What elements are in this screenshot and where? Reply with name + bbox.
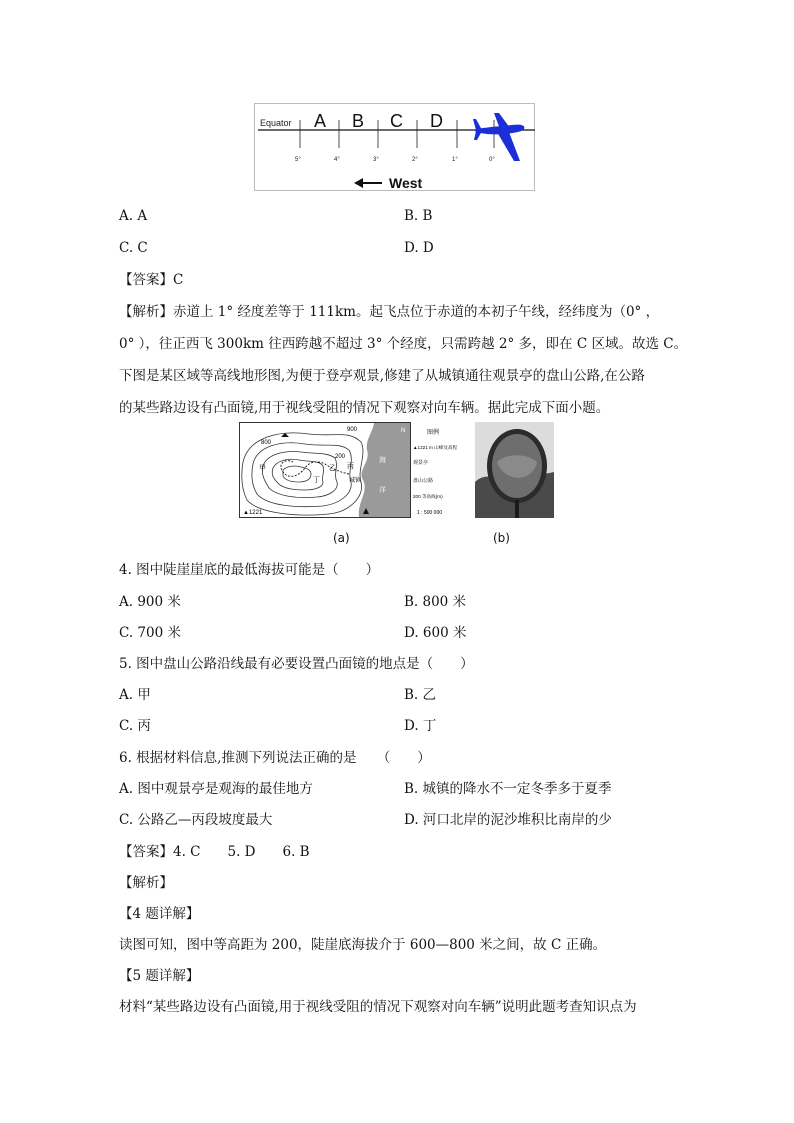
- q3-option-c: C. C: [119, 240, 148, 256]
- caption-b: (b): [493, 531, 510, 545]
- q4-detail-text: 读图可知，图中等高距为 200，陡崖底海拔介于 600—800 米之间，故 C 正确。: [119, 937, 607, 953]
- region-letter-c: C: [390, 111, 403, 131]
- q3-option-b: B. B: [404, 208, 433, 224]
- map-label-ding: 丁: [313, 477, 320, 484]
- legend-pavilion: 观景亭: [413, 460, 429, 466]
- q5-option-a: A. 甲: [119, 687, 151, 703]
- map-label-ocean: 洋: [379, 487, 386, 494]
- contour-label-900: 900: [347, 427, 358, 433]
- analysis-text: 赤道上 1° 经度差等于 111km。起飞点位于赤道的本初子午线，经纬度为（0° ，: [173, 304, 660, 320]
- q4-detail-title: 【4 题详解】: [119, 906, 200, 922]
- q4-option-d: D. 600 米: [404, 625, 467, 641]
- q5-detail-title: 【5 题详解】: [119, 968, 200, 984]
- west-label: West: [389, 175, 423, 191]
- degree-label: 2°: [412, 157, 418, 163]
- equator-diagram-svg: [254, 103, 535, 191]
- region-letter-d: D: [430, 111, 443, 131]
- q6-option-d: D. 河口北岸的泥沙堆积比南岸的少: [404, 812, 612, 828]
- degree-label: 0°: [489, 157, 495, 163]
- q4-stem: 4. 图中陡崖崖底的最低海拔可能是（ ）: [119, 562, 380, 578]
- q5-stem: 5. 图中盘山公路沿线最有必要设置凸面镜的地点是（ ）: [119, 656, 474, 672]
- map-label-yi: 乙: [329, 465, 336, 472]
- q6-option-c: C. 公路乙—丙段坡度最大: [119, 812, 273, 828]
- contour-map-figure: [239, 422, 411, 518]
- contour-map-svg: [239, 422, 411, 518]
- q5-option-c: C. 丙: [119, 718, 151, 734]
- region-letter-b: B: [352, 111, 365, 131]
- legend-road: 盘山公路: [413, 478, 434, 484]
- convex-mirror-svg: [475, 422, 554, 518]
- region-letter-a: A: [314, 111, 327, 131]
- legend-title: 图例: [427, 430, 440, 436]
- legend-scale: 1 : 500 000: [417, 510, 443, 516]
- equator-label: Equator: [260, 118, 292, 128]
- contour-label-200: 200: [335, 454, 346, 460]
- map-label-sea: 海: [379, 457, 386, 464]
- analysis-heading: 【解析】: [119, 875, 173, 891]
- contour-label-800: 800: [261, 440, 272, 446]
- q3-answer: 【答案】C: [119, 272, 184, 288]
- map-label-peak: ▲1221: [243, 510, 263, 516]
- q3-option-d: D. D: [404, 240, 434, 256]
- q5-detail-text: 材料“某些路边设有凸面镜,用于视线受阻的情况下观察对向车辆”说明此题考查知识点为: [119, 999, 637, 1015]
- map-legend: [411, 422, 465, 518]
- degree-label: 3°: [373, 157, 379, 163]
- q5-option-b: B. 乙: [404, 687, 437, 703]
- legend-peak: ▲1221 m 山峰及高程: [413, 445, 458, 450]
- map-label-town: 城镇: [349, 478, 362, 484]
- q4-option-c: C. 700 米: [119, 625, 181, 641]
- legend-contour: 200 等高线(m): [413, 494, 443, 499]
- q3-option-a: A. A: [119, 208, 148, 224]
- legend-svg: [411, 422, 465, 518]
- intro-line-2: 的某些路边设有凸面镜,用于视线受阻的情况下观察对向车辆。据此完成下面小题。: [119, 400, 610, 416]
- q6-option-b: B. 城镇的降水不一定冬季多于夏季: [404, 781, 612, 797]
- q4-option-b: B. 800 米: [404, 594, 467, 610]
- q3-analysis-line-1: [119, 302, 659, 322]
- caption-a: (a): [333, 531, 350, 545]
- degree-label: 4°: [334, 157, 340, 163]
- answers-4-6: 【答案】4. C 5. D 6. B: [119, 844, 310, 860]
- q6-stem: 6. 根据材料信息,推测下列说法正确的是 （ ）: [119, 750, 431, 766]
- q4-option-a: A. 900 米: [119, 594, 181, 610]
- equator-figure: [254, 103, 535, 191]
- map-label-jia: 甲: [259, 465, 266, 472]
- convex-mirror-photo: [475, 422, 554, 518]
- q6-option-a: A. 图中观景亭是观海的最佳地方: [119, 781, 313, 797]
- analysis-tag: 【解析】: [119, 304, 173, 320]
- north-label: N: [401, 428, 406, 434]
- q5-option-d: D. 丁: [404, 718, 437, 734]
- degree-label: 1°: [452, 157, 458, 163]
- degree-label: 5°: [295, 157, 301, 163]
- intro-line-1: 下图是某区域等高线地形图,为便于登亭观景,修建了从城镇通往观景亭的盘山公路,在公路: [119, 368, 645, 384]
- map-label-bing: 丙: [347, 463, 354, 470]
- q3-analysis-line-2: 0° ），往正西飞 300km 往西跨越不超过 3° 个经度，只需跨越 2° 多，即在 C 区域。故选 C。: [119, 336, 688, 352]
